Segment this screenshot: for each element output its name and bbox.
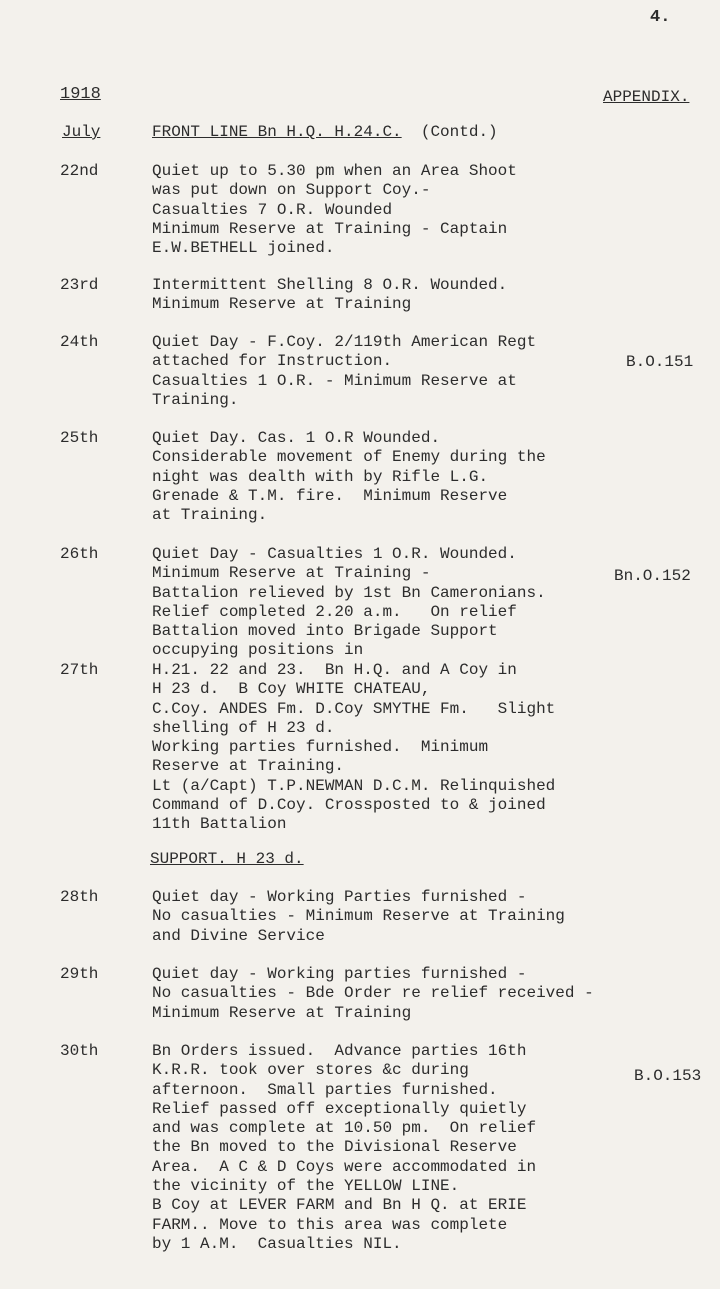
entry-line: Relief completed 2.20 a.m. On relief — [152, 602, 517, 621]
entry-line: Reserve at Training. — [152, 757, 345, 776]
month-heading: July — [62, 123, 101, 141]
entry-line: Command of D.Coy. Crossposted to & joined — [152, 796, 546, 815]
entry-line: the vicinity of the YELLOW LINE. — [152, 1177, 460, 1196]
entry-line: attached for Instruction. — [152, 352, 393, 371]
location-heading — [152, 123, 498, 141]
entry-date: 30th — [60, 1042, 99, 1060]
entry-line: Battalion relieved by 1st Bn Cameronians. — [152, 583, 546, 602]
entry-date: 27th — [60, 661, 99, 679]
entry-line: shelling of H 23 d. — [152, 718, 335, 737]
year-heading: 1918 — [60, 85, 101, 104]
entry-line: C.Coy. ANDES Fm. D.Coy SMYTHE Fm. Slight — [152, 699, 556, 718]
entry-line: Quiet Day - Casualties 1 O.R. Wounded. — [152, 545, 517, 563]
location-heading-suffix: (Contd.) — [401, 123, 498, 141]
entry-date: 28th — [60, 888, 99, 906]
entry-line: Intermittent Shelling 8 O.R. Wounded. — [152, 276, 508, 294]
entry-date: 22nd — [60, 162, 99, 180]
entry-line: H.21. 22 and 23. Bn H.Q. and A Coy in — [152, 661, 517, 679]
entry-line: Minimum Reserve at Training - Captain — [152, 219, 508, 238]
page-number: 4. — [650, 8, 671, 27]
entry-line: Quiet day - Working Parties furnished - — [152, 888, 527, 906]
entry-line: K.R.R. took over stores &c during — [152, 1061, 469, 1080]
entry-date: 26th — [60, 545, 99, 563]
entry-line: at Training. — [152, 506, 268, 525]
entry-line: FARM.. Move to this area was complete — [152, 1215, 508, 1234]
entry-line: Working parties furnished. Minimum — [152, 738, 489, 757]
entry-line: Battalion moved into Brigade Support — [152, 622, 498, 641]
entry-line: was put down on Support Coy.- — [152, 181, 431, 200]
entry-line: Minimum Reserve at Training - — [152, 564, 431, 583]
entry-text — [152, 965, 594, 1023]
order-reference: Bn.O.152 — [614, 567, 691, 585]
entry-date: 25th — [60, 429, 99, 447]
entry-line: No casualties - Bde Order re relief received - — [152, 984, 594, 1003]
entry-text — [152, 162, 517, 258]
section-heading: SUPPORT. H 23 d. — [150, 850, 304, 868]
entry-text — [152, 661, 555, 835]
entry-text — [152, 333, 536, 410]
entry-line: No casualties - Minimum Reserve at Training — [152, 907, 565, 926]
location-heading-text: FRONT LINE Bn H.Q. H.24.C. — [152, 123, 402, 141]
entry-line: Casualties 1 O.R. - Minimum Reserve at — [152, 371, 517, 390]
entry-line: Area. A C & D Coys were accommodated in — [152, 1157, 537, 1176]
order-reference: B.O.151 — [626, 353, 694, 371]
entry-line: and was complete at 10.50 pm. On relief — [152, 1119, 537, 1138]
entry-line: 11th Battalion — [152, 815, 287, 834]
entry-line: Considerable movement of Enemy during the — [152, 448, 546, 467]
entry-date: 23rd — [60, 276, 99, 294]
entry-line: and Divine Service — [152, 926, 325, 945]
entry-text — [152, 545, 546, 661]
order-reference: B.O.153 — [634, 1067, 702, 1085]
entry-line: afternoon. Small parties furnished. — [152, 1080, 498, 1099]
entry-line: E.W.BETHELL joined. — [152, 239, 335, 258]
entry-line: Relief passed off exceptionally quietly — [152, 1099, 527, 1118]
entry-line: B Coy at LEVER FARM and Bn H Q. at ERIE — [152, 1196, 527, 1215]
entry-line: occupying positions in — [152, 641, 364, 660]
entry-line: Quiet Day. Cas. 1 O.R Wounded. — [152, 429, 441, 447]
entry-line: Minimum Reserve at Training — [152, 295, 412, 314]
entry-line: Training. — [152, 390, 239, 409]
entry-line: by 1 A.M. Casualties NIL. — [152, 1234, 402, 1253]
entry-text — [152, 429, 546, 525]
entry-line: Minimum Reserve at Training — [152, 1003, 412, 1022]
entry-text — [152, 1042, 536, 1254]
entry-line: Quiet Day - F.Coy. 2/119th American Regt — [152, 333, 537, 351]
entry-line: night was dealth with by Rifle L.G. — [152, 467, 489, 486]
entry-text — [152, 276, 507, 315]
entry-line: Quiet day - Working parties furnished - — [152, 965, 527, 983]
entry-line: the Bn moved to the Divisional Reserve — [152, 1138, 517, 1157]
entry-line: H 23 d. B Coy WHITE CHATEAU, — [152, 680, 431, 699]
entry-line: Lt (a/Capt) T.P.NEWMAN D.C.M. Relinquished — [152, 776, 556, 795]
entry-line: Quiet up to 5.30 pm when an Area Shoot — [152, 162, 517, 180]
entry-line: Casualties 7 O.R. Wounded — [152, 200, 393, 219]
entry-date: 24th — [60, 333, 99, 351]
appendix-heading: APPENDIX. — [603, 88, 690, 106]
entry-line: Bn Orders issued. Advance parties 16th — [152, 1042, 527, 1060]
entry-line: Grenade & T.M. fire. Minimum Reserve — [152, 486, 508, 505]
entry-text — [152, 888, 565, 946]
entry-date: 29th — [60, 965, 99, 983]
